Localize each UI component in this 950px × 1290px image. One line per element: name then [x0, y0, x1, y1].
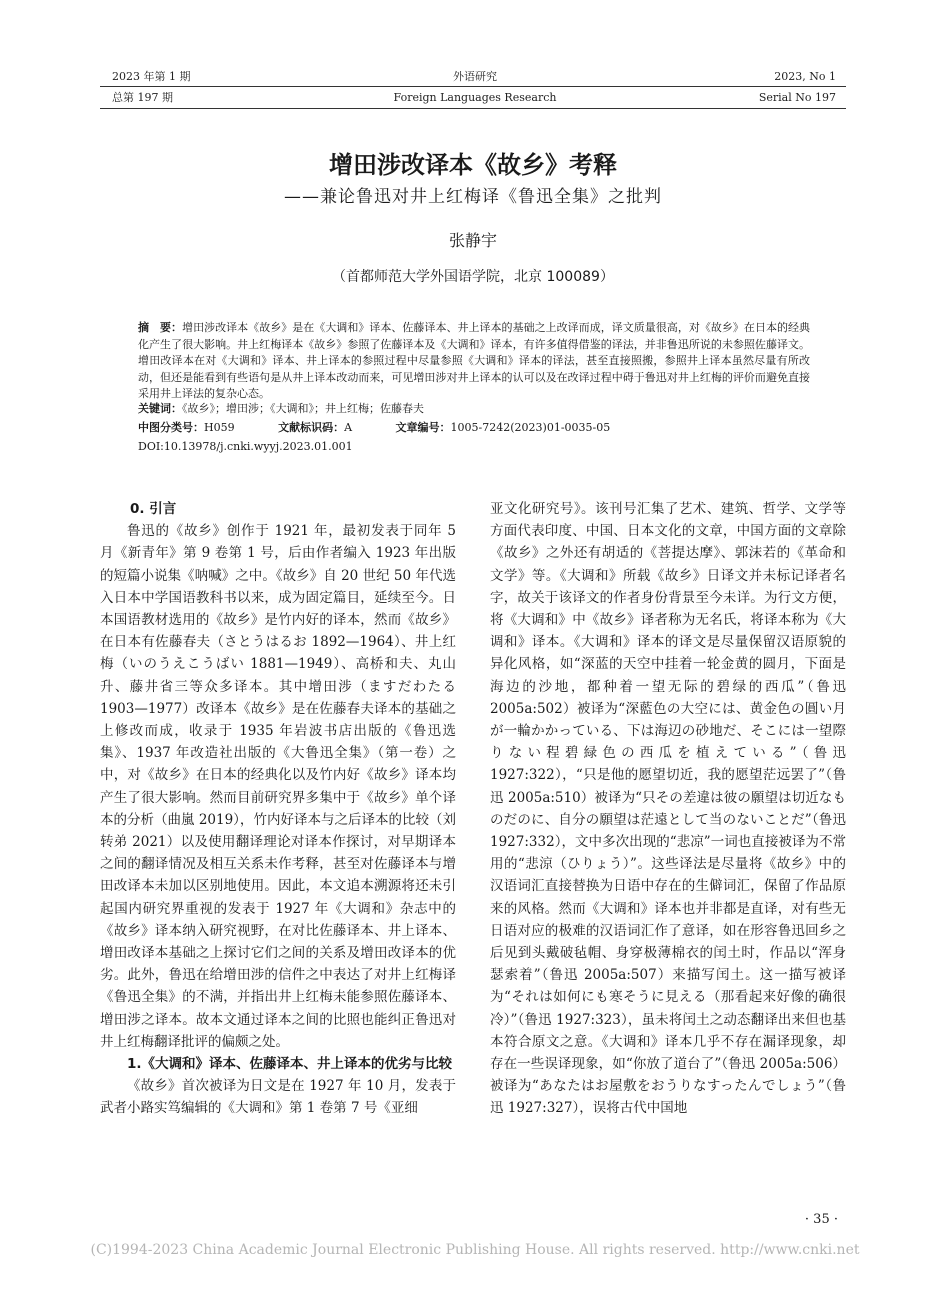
abstract-text: 增田涉改译本《故乡》是在《大调和》译本、佐藤译本、井上译本的基础之上改译而成，译文质量很高，对《故乡》在日本的经典化产生了很大影响。井上红梅译本《故乡》参照了佐藤译本及《大调和》译本，有许多值得借鉴的译法，并非鲁迅所说的未参照佐藤译文。增田改译本在对《大调和》译本、井上译本的参照过程中尽量参照《大调和》译本的译法，甚至直接照搬，参照井上译本虽然尽量有所改动，但还是能看到有些语句是从井上译本改动而来，可见增田涉对井上译本的认可以及在改译过程中碍于鲁迅对井上红梅的评价而避免直接采用井上译法的复杂心态。 [138, 321, 811, 400]
keywords [138, 400, 424, 417]
copyright-footer: (C)1994-2023 China Academic Journal Electronic Publishing House. All rights reserved. http://www.cnki.net [90, 1242, 860, 1258]
author-name: 张静宇 [448, 231, 497, 250]
header-journal-en: Foreign Languages Research [393, 91, 557, 104]
keywords-label: 关键词： [138, 402, 182, 415]
doc-code-label: 文献标识码： [278, 421, 345, 434]
clc-value: H059 [204, 421, 235, 434]
classification [138, 419, 610, 436]
section-heading-comparison: 1.《大调和》译本、佐藤译本、井上译本的优劣与比较 [127, 1056, 453, 1073]
author-affiliation: （首都师范大学外国语学院，北京 100089） [332, 269, 614, 285]
paragraph: 《故乡》首次被译为日文是在 1927 年 10 月，发表于武者小路实笃编辑的《大调和》第 1 卷第 7 号《亚细 [100, 1078, 456, 1117]
left-column [100, 498, 456, 1120]
header-serial-en: Serial No 197 [758, 91, 836, 104]
section-heading-intro: 0. 引言 [130, 501, 177, 517]
abstract-label: 摘 要： [138, 321, 183, 334]
keywords-text: 《故乡》；增田涉；《大调和》；井上红梅；佐藤春夫 [182, 402, 424, 415]
header-serial-cn: 总第 197 期 [112, 91, 173, 104]
right-column [490, 498, 846, 1120]
header-rule-top [100, 86, 846, 87]
article-title: 增田涉改译本《故乡》考释 [329, 151, 617, 179]
header-rule-bottom [100, 108, 846, 109]
article-no-value: 1005-7242(2023)01-0035-05 [450, 421, 611, 434]
clc-label: 中图分类号： [138, 421, 204, 434]
page-number: · 35 · [804, 1212, 838, 1227]
abstract [138, 320, 810, 403]
article-subtitle: ——兼论鲁迅对井上红梅译《鲁迅全集》之批判 [284, 187, 662, 207]
header-issue: 2023 年第 1 期 [112, 70, 191, 83]
header-volume: 2023, No 1 [774, 70, 836, 83]
paragraph: 亚文化研究号》。该刊号汇集了艺术、建筑、哲学、文学等方面代表印度、中国、日本文化的文章，中国方面的文章除《故乡》之外还有胡适的《菩提达摩》、郭沫若的《革命和文学》等。《大调和》所载《故乡》日译文并未标记译者名字，故关于该译文的作者身份背景至今未详。为行文方便，将《大调和》中《故乡》译者称为无名氏，将译本称为《大调和》译本。《大调和》译本的译文是尽量保留汉语原貌的异化风格，如“深蓝的天空中挂着一轮金黄的圆月，下面是海边的沙地，都种着一望无际的碧绿的西瓜”（鲁迅 2005a:502）被译为“深藍色の大空には、黄金色の圓い月が一輪かかっている、下は海辺の砂地だ、そこには一望際りない程碧緑色の西瓜を植えている”（鲁迅 1927:322），“只是他的愿望切近，我的愿望茫远罢了”（鲁迅 2005a:510）被译为“只その差違は彼の願望は切近なものだのに、自分の願望は茫遠として当のないことだ”（鲁迅 1927:332），文中多次出现的“悲凉”一词也直接被译为不常用的“悲涼（ひりょう）”。这些译法是尽量将《故乡》中的汉语词汇直接替换为日语中存在的生僻词汇，保留了作品原来的风格。然而《大调和》译本也并非都是直译，对有些无日语对应的极难的汉语词汇作了意译，如在形容鲁迅回乡之后见到头戴破毡帽、身穿极薄棉衣的闰土时，作品以“浑身瑟索着”（鲁迅 2005a:507）来描写闰土。这一描写被译为“それは如何にも寒そうに見える（那看起来好像的确很冷）”（鲁迅 1927:323），虽未将闰土之动态翻译出来但也基本符合原文之意。《大调和》译本几乎不存在漏译现象，却存在一些误译现象，如“你放了道台了”（鲁迅 2005a:506）被译为“あなたはお屋敷をおうりなすったんでしょう”（鲁迅 1927:327），误将古代中国地 [490, 501, 846, 1117]
doi: DOI:10.13978/j.cnki.wyyj.2023.01.001 [138, 440, 353, 453]
paragraph: 鲁迅的《故乡》创作于 1921 年，最初发表于同年 5 月《新青年》第 9 卷第 1 号，后由作者编入 1923 年出版的短篇小说集《呐喊》之中。《故乡》自 20 世纪 50 年代选入日本中学国语教科书以来，成为固定篇目，延续至今。日本国语教材选用的《故乡》是竹内好的译本，然而《故乡》在日本有佐藤春夫（さとうはるお 1892—1964）、井上红梅（いのうえこうばい 1881—1949）、高桥和夫、丸山升、藤井省三等众多译本。其中增田涉（ますだわたる 1903—1977）改译本《故乡》是在佐藤春夫译本的基础之上修改而成，收录于 1935 年岩波书店出版的《鲁迅选集》、1937 年改造社出版的《大鲁迅全集》（第一卷）之中，对《故乡》在日本的经典化以及竹内好《故乡》译本均产生了很大影响。然而目前研究界多集中于《故乡》单个译本的分析（曲嵐 2019），竹内好译本与之后译本的比较（刘转弟 2021）以及使用翻译理论对译本作探讨，对早期译本之间的翻译情况及相互关系未作考释，甚至对佐藤译本与增田改译本未加以区别地使用。因此，本文追本溯源将还未引起国内研究界重视的发表于 1927 年《大调和》杂志中的《故乡》译本纳入研究视野，在对比佐藤译本、井上译本、增田改译本基础之上探讨它们之间的关系及增田改译本的优劣。此外，鲁迅在给增田涉的信件之中表达了对井上红梅译《鲁迅全集》的不满，并指出井上红梅未能参照佐藤译本、增田涉之译本。故本文通过译本之间的比照也能纠正鲁迅对井上红梅翻译批评的偏颇之处。 [100, 523, 456, 1050]
article-no-label: 文章编号： [395, 421, 451, 434]
header-journal-cn: 外语研究 [453, 70, 497, 83]
doc-code-value: A [344, 421, 353, 434]
